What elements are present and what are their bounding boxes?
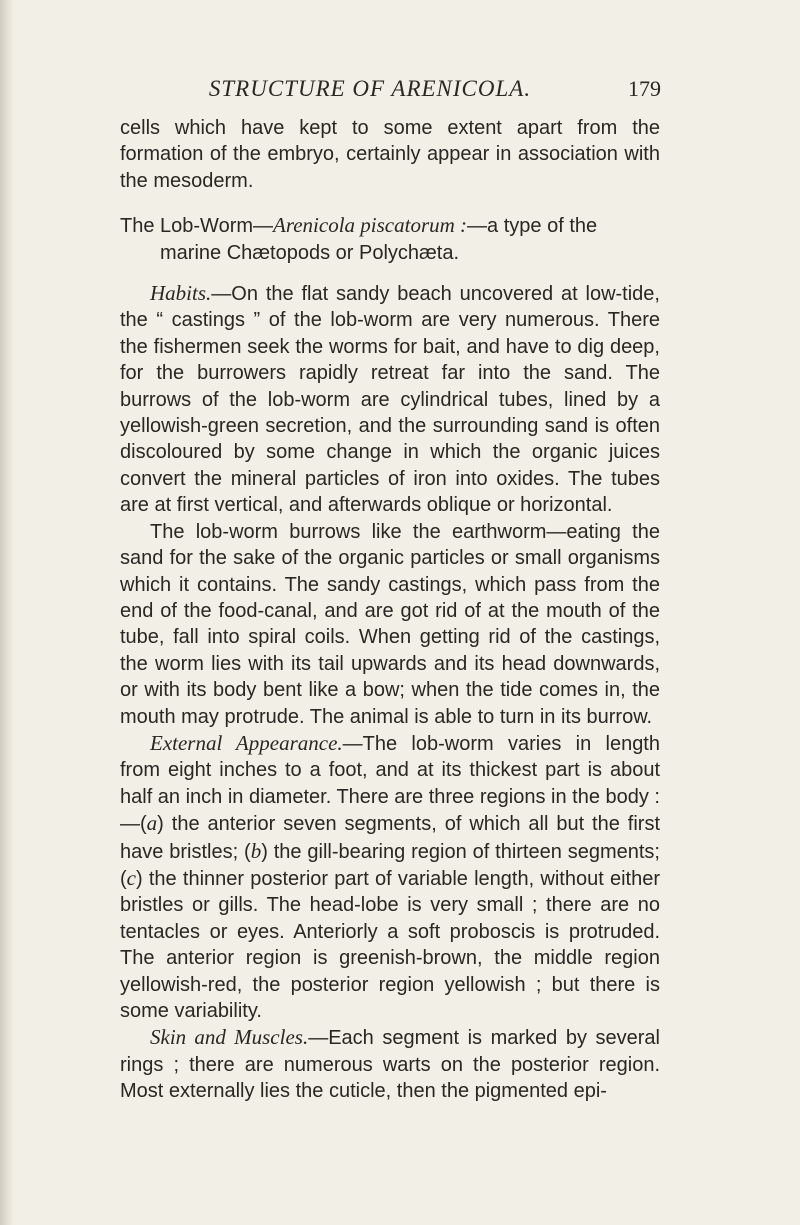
page-edge-shadow — [0, 0, 14, 1225]
paragraph-burrows: The lob-worm burrows like the earthworm—eating the sand for the sake of the organic particles or small organisms which it contains. The sandy castings, which pass from the end of the food-canal, and are got rid of at the mouth of the tube, fall into spiral coils. When getting rid of the castings, the worm lies with its tail upwards and its head downwards, or with its body bent like a bow; when the tide comes in, the mouth may protrude. The animal is able to turn in its burrow. — [120, 520, 660, 728]
page-header — [0, 76, 800, 112]
species-name: Arenicola piscatorum : — [273, 213, 468, 238]
paragraph-habits — [120, 280, 660, 519]
label-b: b — [250, 838, 262, 863]
section-title — [120, 212, 660, 266]
external-text-3: ) the gill-bearing region of thirteen segments; ( — [120, 840, 660, 890]
external-text-4: ) the thinner posterior part of variable length, without either bristles or gills. The head-lobe is very small ; there are no tentacles or eyes. Anteriorly a soft proboscis is protruded. The anterior region is greenish-brown, the middle region yellowish-red, the posterior region yellowish ; but there is some variability. — [120, 867, 660, 1022]
paragraph-skin-muscles — [120, 1024, 660, 1104]
skin-text: —Each segment is marked by several rings ; there are numerous warts on the posterior region. Most externally lies the cuticle, then the pigmented epi- — [120, 1027, 660, 1103]
external-heading: External Appearance. — [150, 730, 343, 755]
section-title-line1 — [120, 212, 660, 239]
paragraph-external-appearance — [120, 730, 660, 1024]
running-head: STRUCTURE OF ARENICOLA. — [208, 76, 532, 101]
body-text — [120, 115, 660, 1105]
title-rest-1: —a type of the — [467, 215, 598, 238]
page-number: 179 — [628, 76, 661, 101]
skin-heading: Skin and Muscles. — [150, 1025, 309, 1050]
label-a: a — [146, 811, 158, 836]
label-c: c — [126, 865, 136, 890]
title-start: The Lob-Worm— — [120, 215, 274, 238]
habits-heading: Habits. — [150, 281, 212, 306]
external-text-1: —The lob-worm varies in length from eight inches to a foot, and at its thickest part is about half an inch in diameter. There are three regions in the body :—( — [120, 732, 660, 836]
section-title-line2: marine Chætopods or Polychæta. — [160, 241, 460, 264]
paragraph-continuation: cells which have kept to some extent apart from the formation of the embryo, certainly appear in association with the mesoderm. — [120, 117, 660, 192]
habits-text: —On the flat sandy beach uncovered at low-tide, the “ castings ” of the lob-worm are very numerous. There the fishermen seek the worms for bait, and have to dig deep, for the burrowers rapidly retreat far into the sand. The burrows of the lob-worm are cylindrical tubes, lined by a yellowish-green secretion, and the surrounding sand is often discoloured by some change in which the organic juices convert the mineral particles of iron into oxides. The tubes are at first vertical, and afterwards oblique or horizontal. — [120, 283, 660, 517]
external-text-2: ) the anterior seven segments, of which all but the first have bristles; ( — [120, 813, 660, 863]
